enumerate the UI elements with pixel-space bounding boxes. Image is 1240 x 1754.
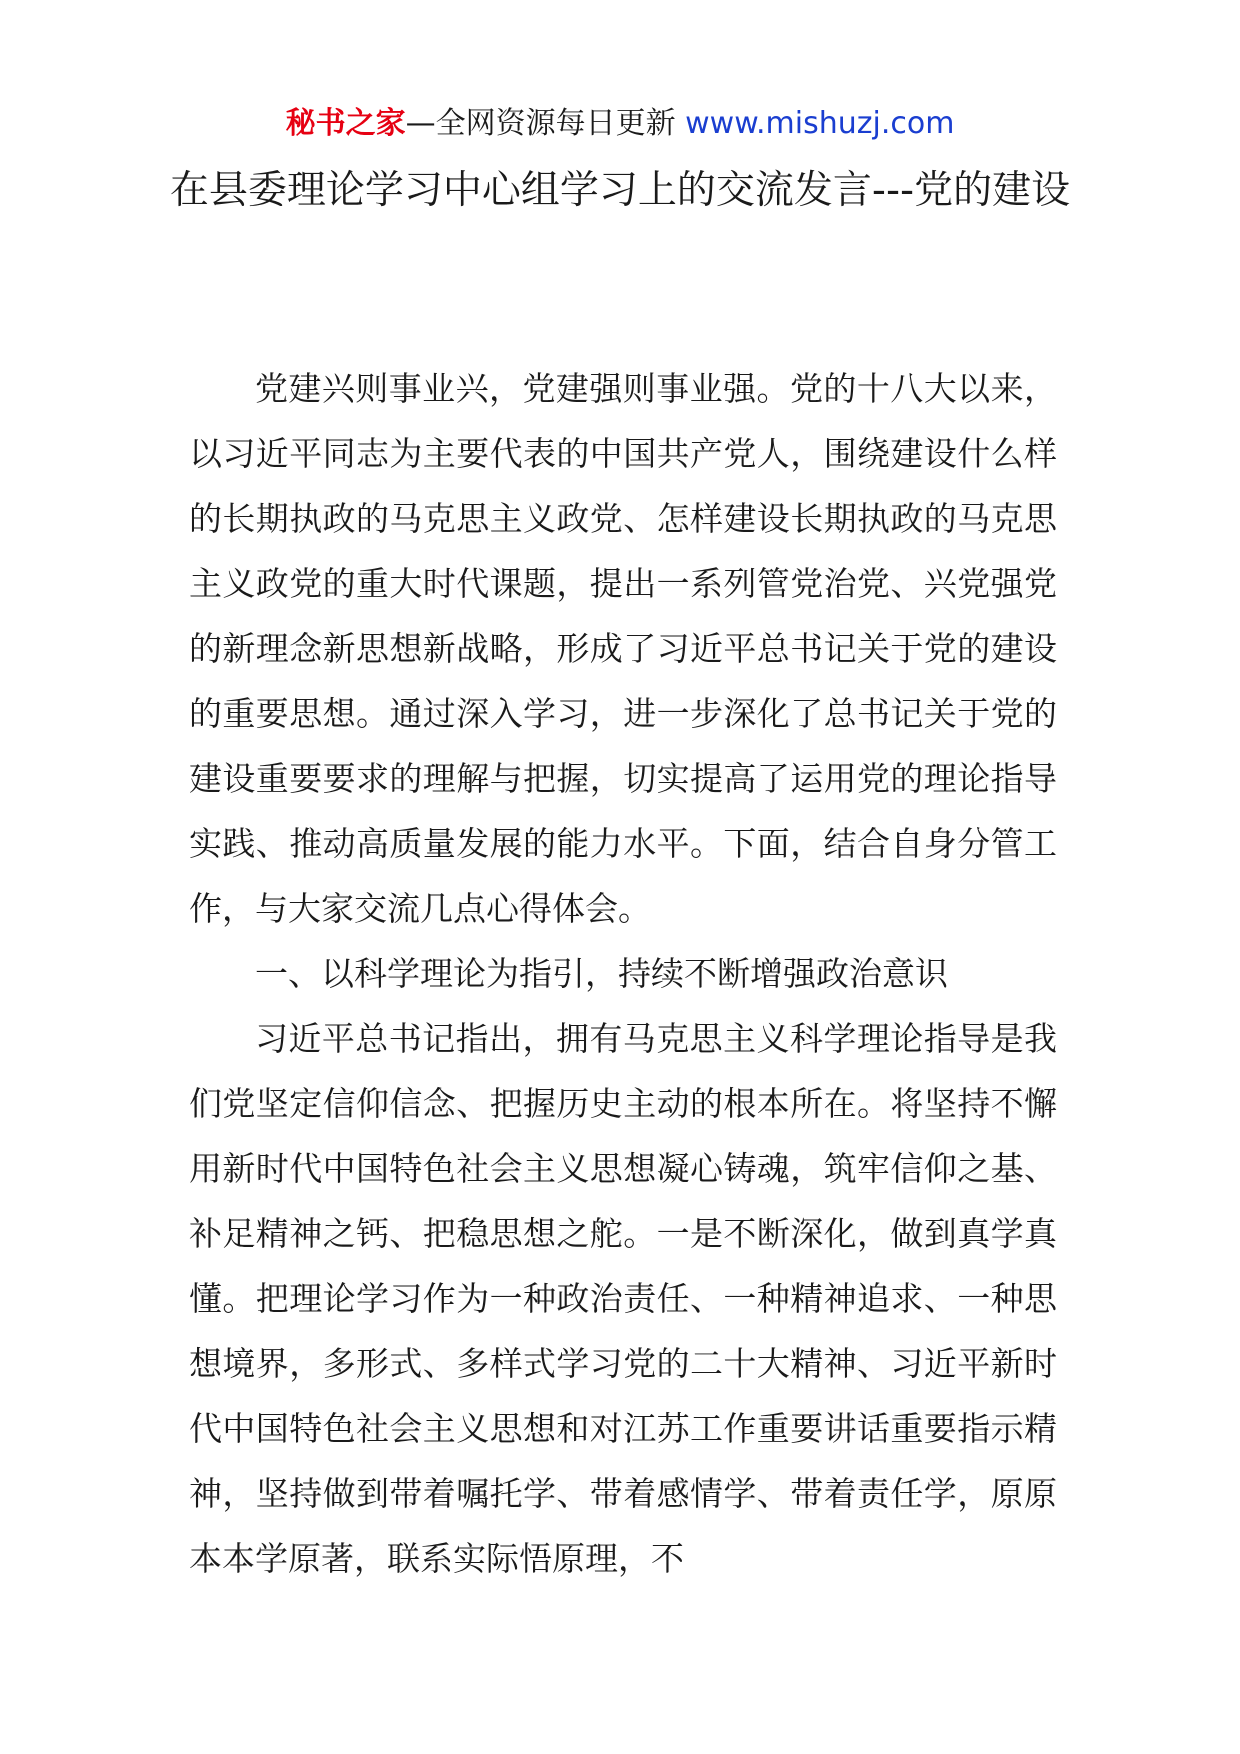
site-banner <box>0 104 1240 144</box>
paragraph-intro: 党建兴则事业兴，党建强则事业强。党的十八大以来，以习近平同志为主要代表的中国共产党人，围绕建设什么样的长期执政的马克思主义政党、怎样建设长期执政的马克思主义政党的重大时代课题，提出一系列管党治党、兴党强党的新理念新思想新战略，形成了习近平总书记关于党的建设的重要思想。通过深入学习，进一步深化了总书记关于党的建设重要要求的理解与把握，切实提高了运用党的理论指导实践、推动高质量发展的能力水平。下面，结合自身分管工作，与大家交流几点心得体会。 <box>189 369 1057 928</box>
paragraph-section-1: 习近平总书记指出，拥有马克思主义科学理论指导是我们党坚定信仰信念、把握历史主动的根本所在。将坚持不懈用新时代中国特色社会主义思想凝心铸魂，筑牢信仰之基、补足精神之钙、把稳思想之舵。一是不断深化，做到真学真懂。把理论学习作为一种政治责任、一种精神追求、一种思想境界，多形式、多样式学习党的二十大精神、习近平新时代中国特色社会主义思想和对江苏工作重要讲话重要指示精神，坚持做到带着嘱托学、带着感情学、带着责任学，原原本本学原著，联系实际悟原理，不 <box>189 1019 1057 1578</box>
site-brand: 秘书之家 <box>285 106 406 141</box>
document-body <box>189 356 1057 1591</box>
document-title: 在县委理论学习中心组学习上的交流发言---党的建设 <box>169 168 1071 213</box>
section-heading-1: 一、以科学理论为指引，持续不断增强政治意识 <box>255 954 948 993</box>
site-tagline: —全网资源每日更新 <box>405 106 686 141</box>
site-url-link[interactable]: www.mishuzj.com <box>685 106 955 141</box>
